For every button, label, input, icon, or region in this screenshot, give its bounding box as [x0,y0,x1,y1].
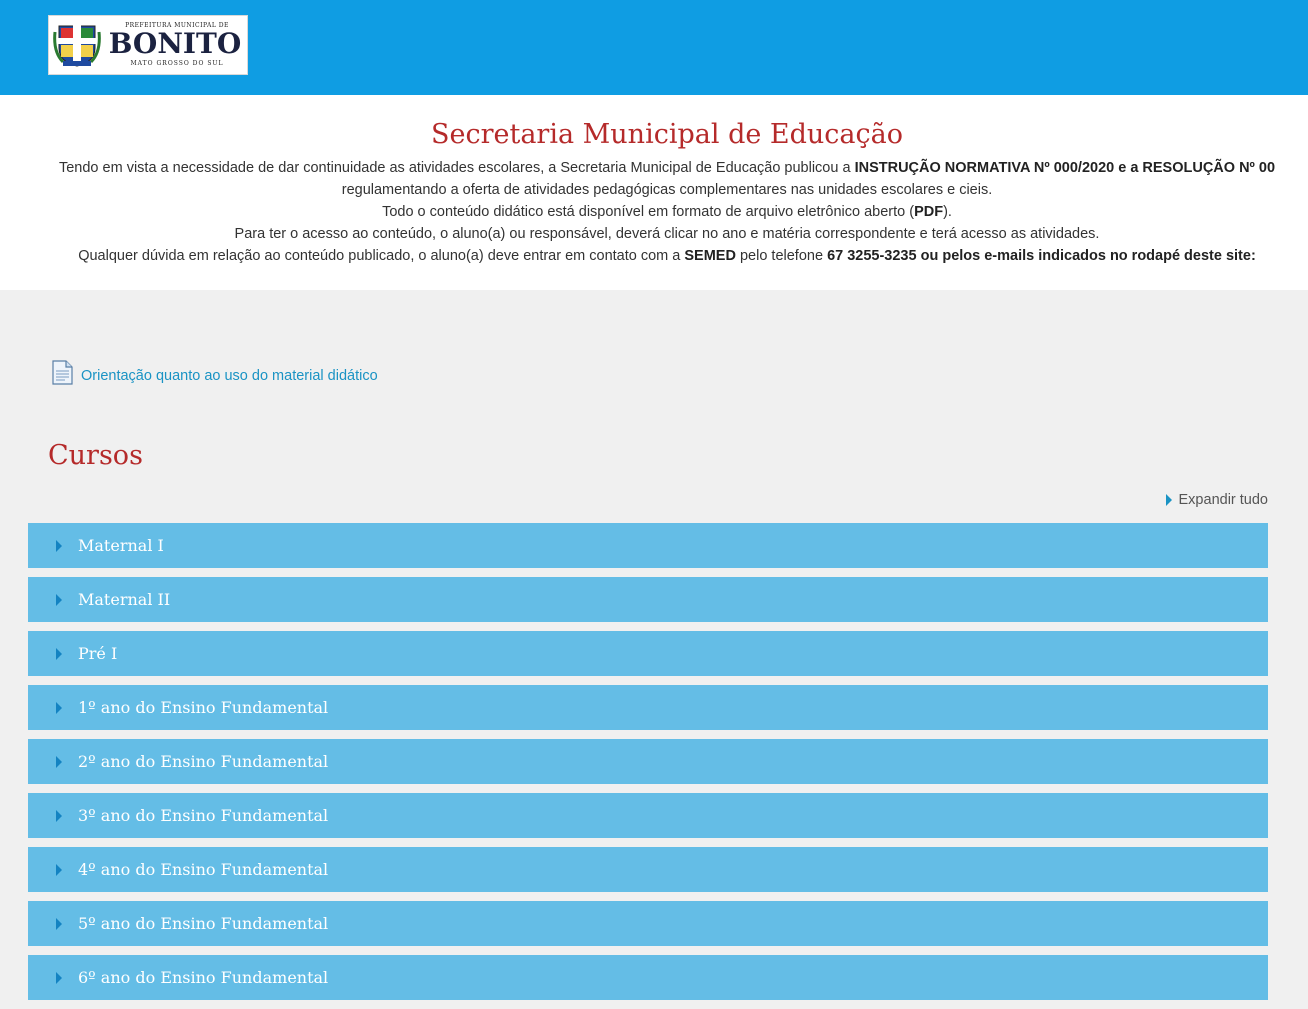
guide-link[interactable] [52,360,378,385]
course-4-ano[interactable] [28,847,1268,892]
intro-line-5-bold-phone: 67 3255-3235 ou pelos e-mails indicados no rodapé deste site: [827,248,1256,264]
course-list [28,523,1268,1009]
logo-top-text: PREFEITURA MUNICIPAL DE [125,22,229,29]
top-header [0,0,1308,95]
intro-line-2: regulamentando a oferta de atividades pedagógicas complementares nas unidades escolares e cieis. [341,182,993,198]
course-label[interactable]: Maternal I [78,536,164,555]
intro-line-3-bold: PDF [914,204,944,220]
caret-right-icon [56,918,62,930]
course-label[interactable]: 3º ano do Ensino Fundamental [78,806,329,825]
course-label[interactable]: 4º ano do Ensino Fundamental [78,860,329,879]
logo-main-text: BONITO [108,27,242,60]
course-label[interactable]: 6º ano do Ensino Fundamental [78,968,329,987]
course-1-ano[interactable] [28,685,1268,730]
course-pre-1[interactable] [28,631,1268,676]
intro-text [40,157,1294,267]
course-6-ano[interactable] [28,955,1268,1000]
courses-heading: Cursos [48,440,143,471]
intro-line-1-bold: INSTRUÇÃO NORMATIVA Nº 000/2020 e a RESOLUÇÃO Nº 00 [854,160,1276,176]
crest-icon [53,22,101,68]
site-logo[interactable] [48,15,248,75]
caret-right-icon [56,756,62,768]
intro-line-5-mid: pelo telefone [735,248,828,264]
page-title: Secretaria Municipal de Educação [431,119,903,150]
intro-line-4: Para ter o acesso ao conteúdo, o aluno(a) ou responsável, deverá clicar no ano e matéria correspondente e terá acesso as atividades. [234,226,1100,242]
intro-line-3-post: ). [943,204,952,220]
intro-panel [0,95,1308,290]
caret-right-icon [56,648,62,660]
intro-line-5-text: Qualquer dúvida em relação ao conteúdo publicado, o aluno(a) deve entrar em contato com a [78,248,685,264]
caret-right-icon [56,864,62,876]
caret-right-icon [56,972,62,984]
course-label[interactable]: 2º ano do Ensino Fundamental [78,752,329,771]
document-icon [52,360,73,385]
course-label[interactable]: 1º ano do Ensino Fundamental [78,698,329,717]
course-label[interactable]: Pré I [78,644,118,663]
caret-right-icon [56,540,62,552]
caret-right-icon [56,810,62,822]
course-2-ano[interactable] [28,739,1268,784]
caret-right-icon [56,702,62,714]
course-maternal-2[interactable] [28,577,1268,622]
intro-line-1 [40,157,1294,179]
intro-line-3-text: Todo o conteúdo didático está disponível em formato de arquivo eletrônico aberto ( [382,204,915,220]
intro-line-3 [40,201,1294,223]
course-3-ano[interactable] [28,793,1268,838]
course-5-ano[interactable] [28,901,1268,946]
guide-link-label[interactable]: Orientação quanto ao uso do material didático [81,367,378,384]
expand-all-button[interactable] [1166,492,1268,508]
intro-line-5-bold-semed: SEMED [684,248,736,264]
caret-right-icon [56,594,62,606]
intro-line-1-text: Tendo em vista a necessidade de dar continuidade as atividades escolares, a Secretaria Municipal de Educação publicou a [58,160,855,176]
logo-sub-text: MATO GROSSO DO SUL [130,60,224,67]
course-label[interactable]: 5º ano do Ensino Fundamental [78,914,329,933]
course-maternal-1[interactable] [28,523,1268,568]
expand-all-label[interactable]: Expandir tudo [1178,492,1268,508]
course-label[interactable]: Maternal II [78,590,171,609]
caret-right-icon [1166,494,1172,506]
intro-line-5 [40,245,1294,267]
